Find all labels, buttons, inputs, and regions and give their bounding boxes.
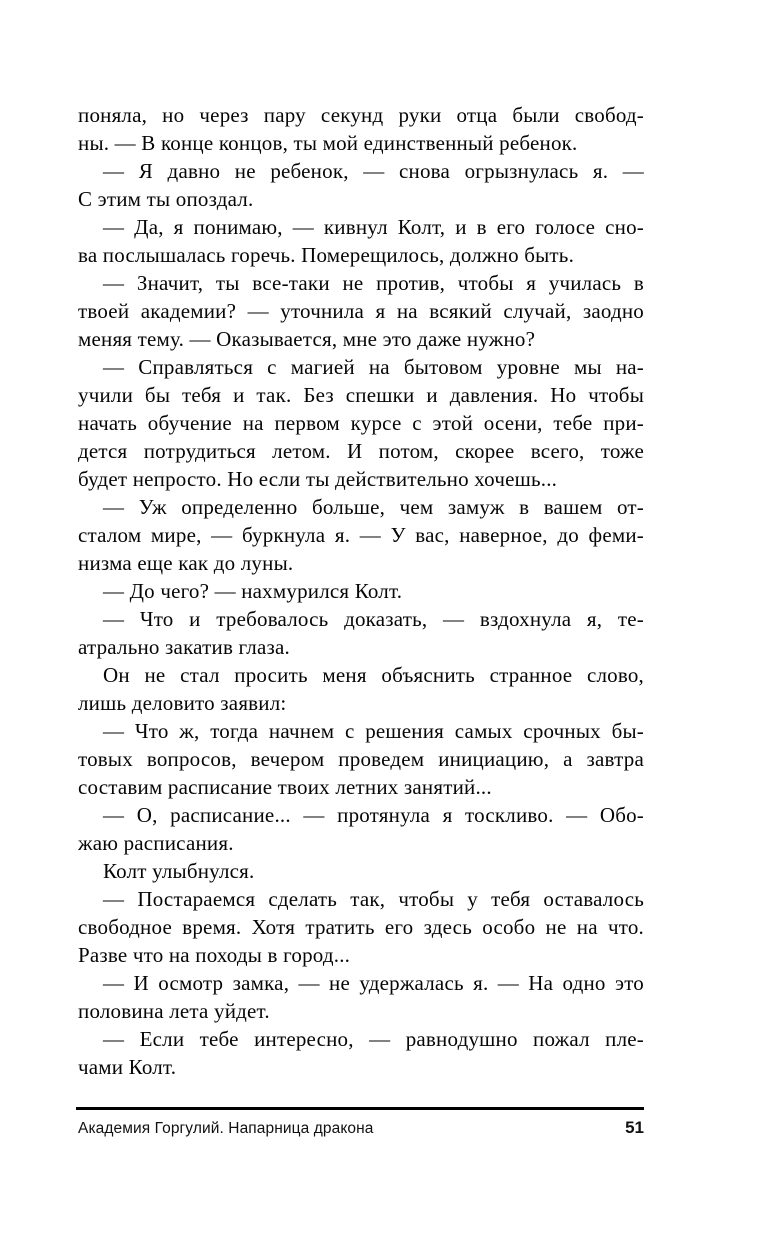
text-line: — Да, я понимаю, — кивнул Колт, и в его голосе сно- — [103, 215, 644, 239]
text-line: товых вопросов, вечером проведем инициацию, а завтра — [78, 747, 644, 771]
text-line: твоей академии? — уточнила я на всякий случай, заодно — [78, 299, 644, 323]
text-line: — До чего? — нахмурился Колт. — [103, 579, 403, 603]
text-line: свободное время. Хотя тратить его здесь особо не на что. — [78, 915, 644, 939]
text-line: — Значит, ты все-таки не против, чтобы я училась в — [103, 271, 644, 295]
text-line: — О, расписание... — протянула я тоскливо. — Обо- — [103, 803, 644, 827]
page-footer — [78, 1118, 644, 1138]
text-line: ва послышалась горечь. Померещилось, должно быть. — [78, 243, 575, 267]
text-line: половина лета уйдет. — [78, 999, 270, 1023]
text-line: Он не стал просить меня объяснить странное слово, — [103, 663, 644, 687]
footer-divider — [76, 1107, 644, 1110]
text-line: — Постараемся сделать так, чтобы у тебя оставалось — [103, 887, 644, 911]
text-line: дется потрудиться летом. И потом, скорее всего, тоже — [78, 439, 644, 463]
text-line: будет непросто. Но если ты действительно хочешь... — [78, 467, 558, 491]
page-text — [78, 101, 644, 1081]
text-line: атрально закатив глаза. — [78, 635, 290, 659]
text-line: чами Колт. — [78, 1055, 177, 1079]
page-number: 51 — [625, 1118, 644, 1137]
text-line: Колт улыбнулся. — [103, 859, 255, 883]
text-line: начать обучение на первом курсе с этой осени, тебе при- — [78, 411, 644, 435]
text-line: сталом мире, — буркнула я. — У вас, наверное, до феми- — [78, 523, 644, 547]
text-line: — Если тебе интересно, — равнодушно пожал пле- — [103, 1027, 644, 1051]
running-title: Академия Горгулий. Напарница дракона — [78, 1120, 374, 1137]
text-line: — И осмотр замка, — не удержалась я. — На одно это — [103, 971, 644, 995]
text-line: лишь деловито заявил: — [78, 691, 287, 715]
text-line: — Уж определенно больше, чем замуж в вашем от- — [103, 495, 644, 519]
text-line: поняла, но через пару секунд руки отца были свобод- — [78, 103, 644, 127]
text-line: С этим ты опоздал. — [78, 187, 254, 211]
text-line: учили бы тебя и так. Без спешки и давления. Но чтобы — [78, 383, 644, 407]
text-line: составим расписание твоих летних занятий... — [78, 775, 492, 799]
text-line: меняя тему. — Оказывается, мне это даже нужно? — [78, 327, 536, 351]
text-line: — Что и требовалось доказать, — вздохнула я, те- — [103, 607, 644, 631]
text-line: — Справляться с магией на бытовом уровне мы на- — [103, 355, 644, 379]
text-line: жаю расписания. — [78, 831, 234, 855]
text-line: ны. — В конце концов, ты мой единственный ребенок. — [78, 131, 578, 155]
text-line: Разве что на походы в город... — [78, 943, 351, 967]
text-line: низма еще как до луны. — [78, 551, 294, 575]
text-line: — Что ж, тогда начнем с решения самых срочных бы- — [103, 719, 644, 743]
text-line: — Я давно не ребенок, — снова огрызнулась я. — — [103, 159, 644, 183]
